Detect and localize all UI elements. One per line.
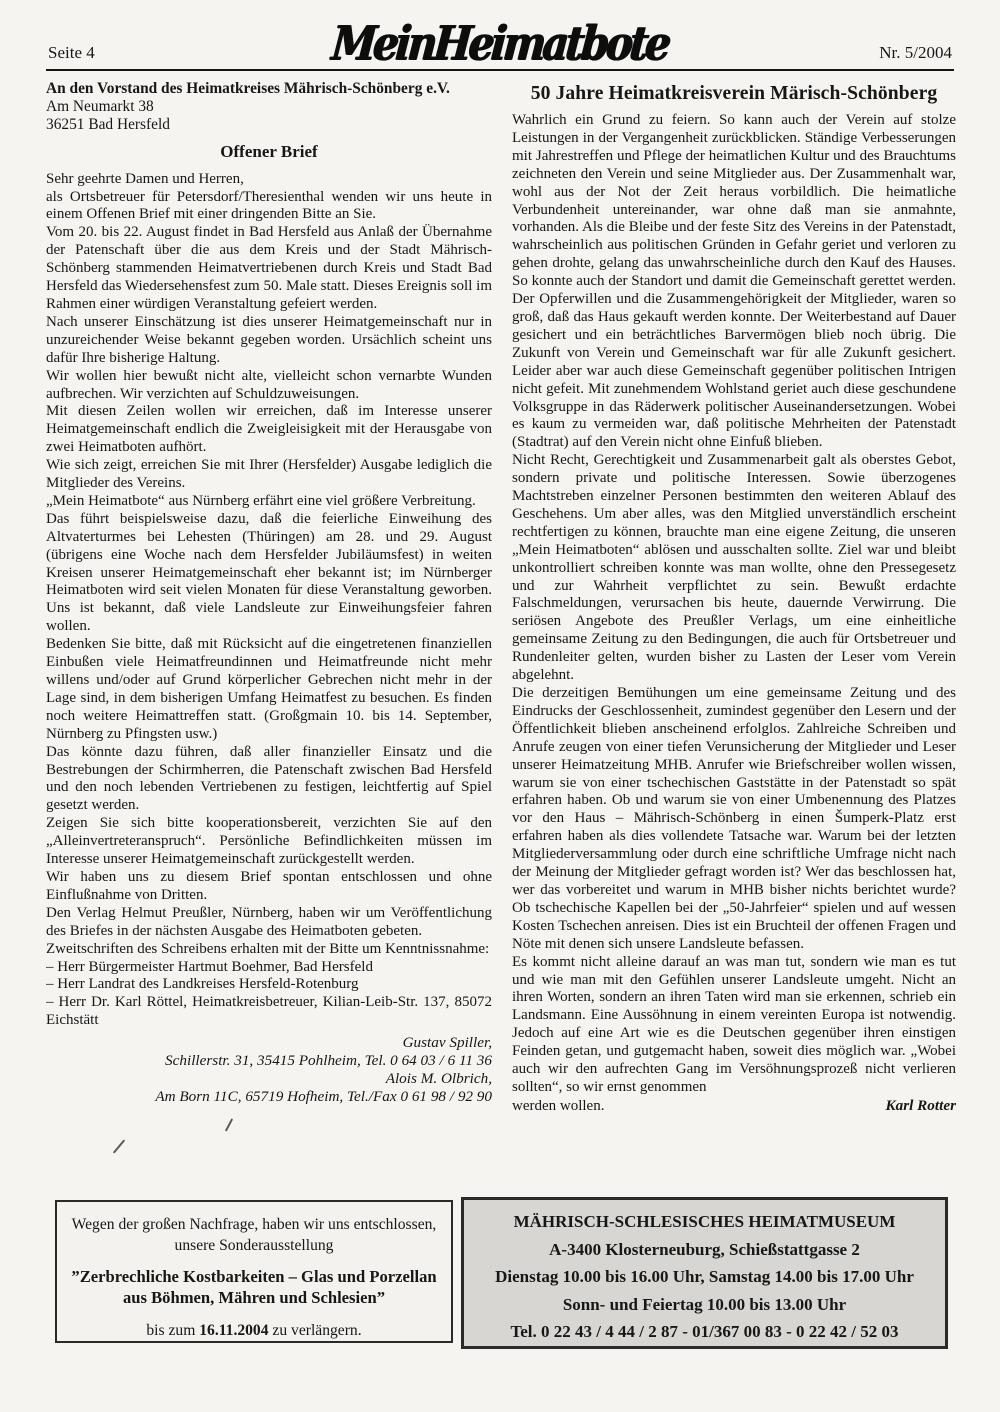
pen-mark [225,1118,233,1131]
letter-paragraph: Das führt beispielsweise dazu, daß die feierliche Einweihung des Altvaterturmes bei Lehesten (Thüringen) am 28. und 29. August (übrigens eine Woche nach dem Hersfelder Jubiläumsfest) in weiten Kreisen unserer Heimatgemeinschaft eher bekannt ist; im Nürnberger Heimatboten wird seit vielen Monaten für diese Veranstaltung geworben. Uns ist bekannt, daß viele Landsleute zur Einweihungsfeier fahren wollen. [46,510,492,635]
anniversary-article [512,80,956,1116]
letter-paragraph: Wir wollen hier bewußt nicht alte, vielleicht schon vernarbte Wunden aufbrechen. Wir verzichten auf Schuldzuweisungen. [46,367,492,402]
letter-paragraph: – Herr Landrat des Landkreises Hersfeld-Rotenburg [46,976,359,993]
letter-paragraph: Nach unserer Einschätzung ist dies unserer Heimatgemeinschaft nur in unzureichender Weise bekannt gegeben worden. Ursächlich scheint uns dafür Ihre bisherige Haltung. [46,313,492,366]
exhibition-intro-line2: unsere Sonderausstellung [174,1236,334,1254]
closing-prefix: bis zum [146,1322,200,1339]
letter-paragraph: Bedenken Sie bitte, daß mit Rücksicht auf die eingetretenen finanziellen Einbußen viele Heimatfreundinnen und Heimatfreunde nicht mehr willens und/oder auf Grund körperlicher Gebrechen nicht mehr in der Lage sind, in dem bisherigen Umfang Heimatfest zu besuchen. Es finden noch weitere Heimattreffen statt. (Großgmain 10. bis 14. September, Nürnberg zu Pfingsten usw.) [46,636,492,742]
exhibition-closing-line [57,1321,451,1342]
museum-info-line: Tel. 0 22 43 / 4 44 / 2 87 - 01/367 00 83 - 0 22 42 / 52 03 [510,1322,899,1341]
signature-line: Gustav Spiller, [402,1034,492,1052]
letter-paragraph: „Mein Heimatbote“ aus Nürnberg erfährt eine viel größere Verbreitung. [46,492,476,509]
exhibition-title-line1: ”Zerbrechliche Kostbarkeiten – Glas und Porzellan [71,1267,437,1286]
letter-paragraph: Zeigen Sie sich bitte kooperationsbereit, verzichten Sie auf den „Alleinvertreteranspruch“. Persönliche Befindlichkeiten müssen im Interesse unserer Heimatgemeinschaft zurückgestellt werden. [46,815,492,868]
exhibition-notice-box [55,1200,453,1343]
masthead-title: MeinHeimatbote [329,15,671,72]
closing-suffix: zu verlängern. [268,1322,362,1339]
article-paragraph: Wahrlich ein Grund zu feiern. So kann auch der Verein auf stolze Leistungen in der Vergangenheit zurückblicken. Ständige Verbesserungen mit Jahrestreffen und Pflege der heimatlichen Kultur und des Brauchtums zeichneten den Verein und seine Mitglieder aus. Der Zusammenhalt war, wohl aus der Not der Zeit heraus vorbildlich. Die heimatliche Verbundenheit untereinander, war ohne daß man sie anmahnte, vorhanden. Als die Bleibe und der feste Sitz des Vereins in der Patenstadt, wahrscheinlich aus politischen Gründen in Gefahr geriet und verloren zu gehen drohte, gelang das unwahrscheinliche durch den Kauf des Hauses. So konnte auch der Standort und damit die Gemeinschaft gerettet werden. Der Opferwillen und die Zusammengehörigkeit der Mitglieder, waren so groß, daß das Haus gekauft werden konnte. Der Weiterbestand auf Dauer gesichert und ein beträchtliches Barvermögen blieb noch übrig. Die Zukunft von Verein und Gemeinschaft war für alle Zukunft gesichert. Leider aber war auch diese Gemeinschaft gegenüber politischen Intrigen nicht gefeit. Mit zunehmendem Wohlstand geriet auch diese geschundene Volksgruppe in das Räderwerk politischer Auseinandersetzungen. Wobei es kaum zu vermeiden war, daß politische Mehrheiten der Patenstadt (Stadtrat) auf den Verein nicht ohne Einfuß blieben. [512,112,956,451]
signature-line: Schillerstr. 31, 35415 Pohlheim, Tel. 0 64 03 / 6 11 36 [165,1052,492,1070]
museum-info-line: A-3400 Klosterneuburg, Schießstattgasse 2 [549,1239,860,1259]
museum-info-line: MÄHRISCH-SCHLESISCHES HEIMATMUSEUM [513,1212,896,1231]
letter-paragraph: – Herr Bürgermeister Hartmut Boehmer, Bad Hersfeld [46,958,373,975]
signature-line: Alois M. Olbrich, [385,1069,492,1087]
letter-paragraph: Zweitschriften des Schreibens erhalten mit der Bitte um Kenntnissnahme: [46,940,490,957]
article-paragraph: Nicht Recht, Gerechtigkeit und Zusammenarbeit galt als oberstes Gebot, sondern private und politische Interessen. Sowie überzogenes Machtstreben einzelner Personen bestimmten den weiteren Ablauf des Geschehens. Um aber alles, was den Mitglied unverständlich erscheint rechtfertigen zu können, brauchte man eine eigene Zeitung, die unseren „Mein Heimatboten“ ablösen und ausschalten sollte. Ziel war und bleibt unkontrolliert schreiben konnte was man wollte, ohne den Pressegesetz und zur Wahrheit verpflichtet zu sein. Bewußt erdachte Falschmeldungen, verursachen bis heute, dauernde Verwirrung. Die seriösen Angebote des Preußler Verlags, um eine einheitliche gemeinsame Zeitung zu den Bedingungen, die auch für Ortsbetreuer und Rundenleiter gelten, wurden bisher zu Lasten der Leser vom Verein abgelehnt. [512,452,956,684]
letter-paragraph: Sehr geehrte Damen und Herren, [46,170,244,187]
article-paragraph: Die derzeitigen Bemühungen um eine gemeinsame Zeitung und des Eindrucks der Geschlossenheit, zumindest gegenüber den Lesern und der Öffentlichkeit blieben anscheinend erfolglos. Zahlreiche Schreiben und Anrufe zeugen von einer tiefen Verunsicherung der Mitglieder und Leser unserer Heimatzeitung MHB. Anrufer wie Briefschreiber wollen wissen, warum sie von einer tschechischen Gaststätte in der Patenstadt so spät erfahren haben. Ob und warum sie von einer Umbenennung des Platzes vor den Haus – Mährisch-Schönberg in einen Šumperk-Platz erst erfahren haben als dies vollendete Tatsache war. Warum bei der letzten Mitgliederversammlung oder durch eine schriftliche Umfrage nicht nach der Meinung der Mitglieder gefragt worden ist? Wer das beschlossen hat, wer das vorbereitet und warum in MHB bisher nichts berichtet wurde? Ob tschechische Kapellen bei der „50-Jahrfeier“ spielen und auf wessen Kosten Tschechen anreisen. Dies ist ein Bruchteil der offenen Fragen und Nöte mit denen sich unsere Landsleute befassen. [512,685,956,952]
letter-signatures [46,1034,492,1106]
letter-paragraph: Wir haben uns zu diesem Brief spontan entschlossen und ohne Einflußnahme von Dritten. [46,868,492,903]
recipient-street: Am Neumarkt 38 [46,97,154,115]
museum-info-box [461,1197,948,1349]
open-letter-article [46,80,492,1106]
exhibition-title-line2: aus Böhmen, Mähren und Schlesien” [122,1287,386,1307]
museum-info-line: Dienstag 10.00 bis 16.00 Uhr, Samstag 14.00 bis 17.00 Uhr [495,1267,914,1286]
letter-paragraph: Mit diesen Zeilen wollen wir erreichen, daß im Interesse unserer Heimatgemeinschaft endlich die Zweigleisigkeit mit der Herausgabe von zwei Heimatboten aufhört. [46,403,492,456]
letter-paragraph: Den Verlag Helmut Preußler, Nürnberg, haben wir um Veröffentlichung des Briefes in der nächsten Ausgabe des Heimatboten gebeten. [46,904,492,939]
pen-mark [113,1139,125,1153]
article-body [512,112,956,1097]
closing-date: 16.11.2004 [199,1322,269,1339]
letter-paragraph: Vom 20. bis 22. August findet in Bad Hersfeld aus Anlaß der Übernahme der Patenschaft über die aus dem Kreis und der Stadt Mährisch-Schönberg stammenden Heimatvertriebenen durch Kreis und Stadt Bad Hersfeld das Wiedersehensfest zum 50. Male statt. Dieses Ereignis soll im Rahmen einer würdigen Veranstaltung gefeiert werden. [46,224,492,312]
closing-text: werden wollen. [512,1097,605,1114]
article-paragraph: Es kommt nicht alleine darauf an was man tut, sondern wie man es tut und wie man mit den Gefühlen unserer Landsleute umgeht. Nicht an ihren Worten, sondern an ihren Taten wird man sie erkennen, schrieb ein Landsmann. Eine Aussöhnung in einem vereinten Europa ist notwendig. Jedoch auf eine Art wie es die Deutschen gegenüber ihren einstigen Feinden getan, und gutgemacht haben, soweit dies möglich war. „Wobei auch wir den aufrechten Gang im Versöhnungsprozeß nicht verlieren sollten“, so wir ernst genommen [512,953,956,1095]
recipient-name: An den Vorstand des Heimatkreises Mährisch-Schönberg e.V. [46,80,450,97]
museum-info-line: Sonn- und Feiertag 10.00 bis 13.00 Uhr [562,1294,847,1314]
signature-line: Am Born 11C, 65719 Hofheim, Tel./Fax 0 61 98 / 92 90 [155,1087,492,1105]
issue-number: Nr. 5/2004 [879,43,952,62]
recipient-city: 36251 Bad Hersfeld [46,115,170,133]
exhibition-intro-line1: Wegen der großen Nachfrage, haben wir uns entschlossen, [71,1216,437,1233]
page-header [46,0,954,71]
letter-paragraph: Das könnte dazu führen, daß aller finanzieller Einsatz und die Bestrebungen der Schirmherren, die Patenschaft zwischen Bad Hersfeld und den noch lebenden Vertriebenen zu festigen, leichtfertig auf Spiel gesetzt werden. [46,743,492,814]
article-closing-line [512,1097,956,1116]
author-name: Karl Rotter [885,1096,956,1114]
letter-body [46,171,492,1031]
letter-paragraph: als Ortsbetreuer für Petersdorf/Theresienthal wenden wir uns heute in einem Offenen Brief mit einer dringenden Bitte an Sie. [46,188,492,223]
letter-paragraph: – Herr Dr. Karl Röttel, Heimatkreisbetreuer, Kilian-Leib-Str. 137, 85072 Eichstätt [46,994,492,1029]
letter-title: Offener Brief [220,141,318,161]
article-title: 50 Jahre Heimatkreisverein Märisch-Schönberg [530,83,938,104]
letter-paragraph: Wie sich zeigt, erreichen Sie mit Ihrer (Hersfelder) Ausgabe lediglich die Mitglieder des Vereins. [46,457,492,492]
page-number: Seite 4 [48,43,95,62]
